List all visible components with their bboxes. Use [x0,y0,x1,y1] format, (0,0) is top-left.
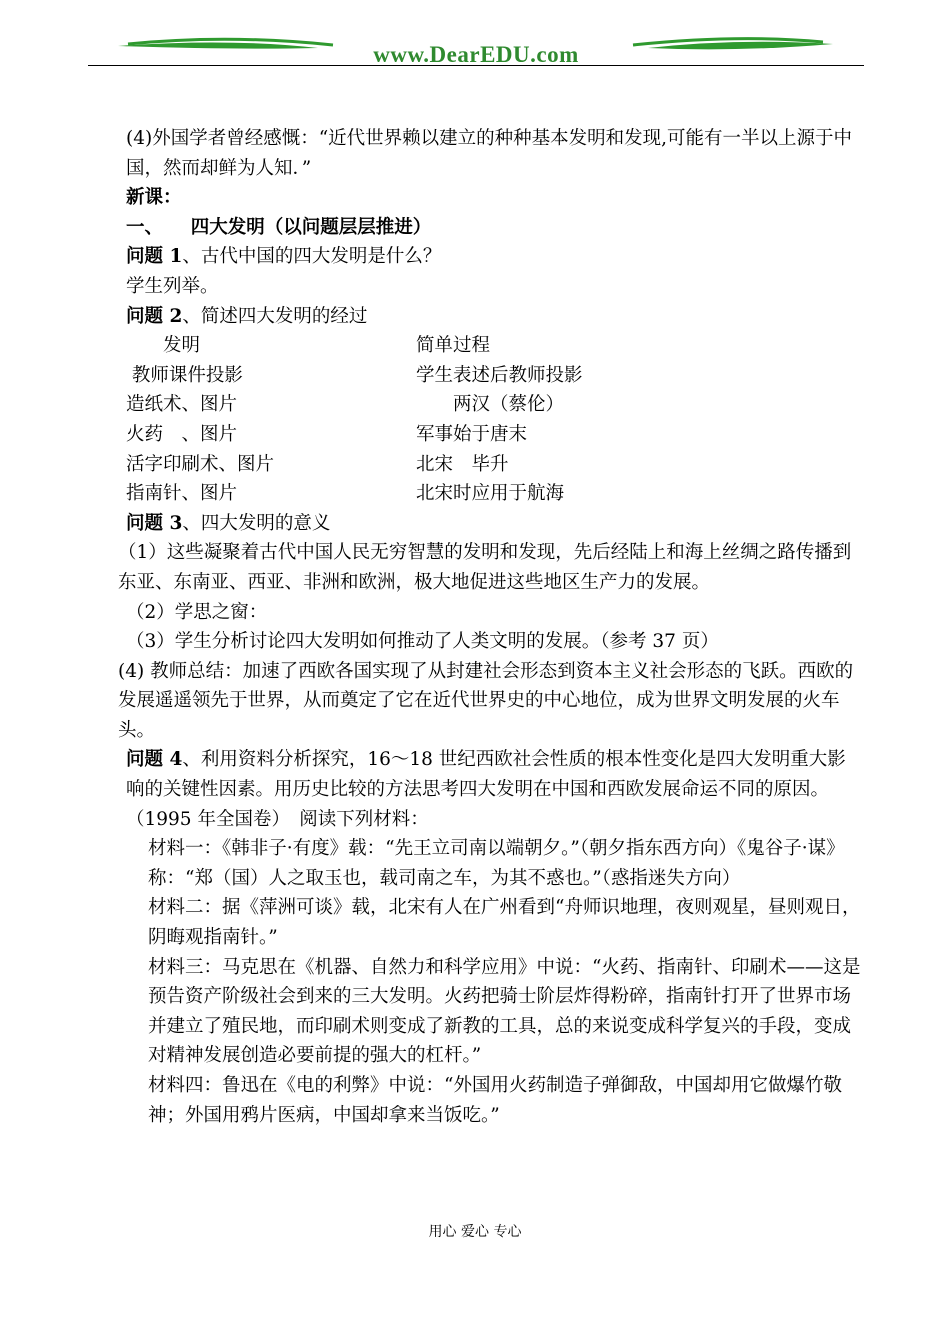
question-1-label: 问题 1 [126,246,183,268]
section-heading: 一、 四大发明（以问题层层推进） [126,216,432,238]
table-cell: 造纸术、图片 [126,394,238,416]
table-cell: 北宋 毕升 [416,453,509,475]
exam-source: （1995 年全国卷） 阅读下列材料： [126,808,429,830]
table-cell: 指南针、图片 [126,483,238,505]
question-4 [88,745,864,804]
question-3-label: 问题 3 [126,512,183,534]
table-header-row [88,331,864,361]
paragraph-significance-3: （3）学生分析讨论四大发明如何推动了人类文明的发展。（参考 37 页） [126,631,719,653]
material-3: 材料三：马克思在《机器、自然力和科学应用》中说：“火药、指南针、印刷术——这是预告资产阶级社会到来的三大发明。火药把骑士阶层炸得粉碎，指南针打开了世界市场并建立了殖民地，而印刷术则变成了新教的工具，总的来说变成科学复兴的手段，变成对精神发展创造必要前提的强大的杠杆。” [148,956,861,1067]
table-cell: 学生表述后教师投影 [416,364,583,386]
question-3 [88,509,864,539]
question-2-label: 问题 2 [126,305,183,327]
table-row [88,450,864,480]
site-header [88,30,864,70]
question-4-text: 、利用资料分析探究，16～18 世纪西欧社会性质的根本性变化是四大发明重大影响的关键性因素。用历史比较的方法思考四大发明在中国和西欧发展命运不同的原因。 [126,749,846,801]
table-head-invention: 发明 [126,335,201,357]
table-cell: 两汉（蔡伦） [416,394,565,416]
material-1: 材料一：《韩非子·有度》载：“先王立司南以端朝夕。”（朝夕指东西方向）《鬼谷子·谋》称：“郑（国）人之取玉也，载司南之车，为其不惑也。”（惑指迷失方向） [148,838,845,889]
table-row [88,479,864,509]
page-footer: 用心 爱心 专心 [428,1224,522,1240]
table-cell: 教师课件投影 [126,364,243,386]
question-3-text: 、四大发明的意义 [182,512,331,534]
question-1 [88,242,864,272]
question-2 [88,302,864,332]
question-4-label: 问题 4 [126,749,183,771]
table-row [88,390,864,420]
table-cell: 火药 、图片 [126,423,238,445]
material-4: 材料四：鲁迅在《电的利弊》中说：“外国用火药制造子弹御敌，中国却用它做爆竹敬神；外国用鸦片医病，中国却拿来当饭吃。” [148,1075,842,1126]
table-cell: 北宋时应用于航海 [416,483,565,505]
table-head-process: 简单过程 [416,335,491,357]
material-2: 材料二：据《萍洲可谈》载，北宋有人在广州看到“舟师识地理，夜则观星，昼则观日，阴晦观指南针。” [148,897,861,949]
paragraph-intro-4: (4)外国学者曾经感慨：“近代世界赖以建立的种种基本发明和发现,可能有一半以上源于中国，然而却鲜为人知．” [126,128,853,179]
question-1-answer: 学生列举。 [126,275,219,297]
table-row [88,420,864,450]
document-body [88,124,864,1130]
new-lesson-heading: 新课： [126,187,182,209]
paragraph-significance-4: (4) 教师总结：加速了西欧各国实现了从封建社会形态到资本主义社会形态的飞跃。西欧的发展遥遥领先于世界，从而奠定了它在近代世界史的中心地位，成为世界文明发展的火车头。 [118,660,854,741]
question-1-text: 、古代中国的四大发明是什么？ [182,246,442,268]
header-rule [88,65,864,66]
table-row [88,361,864,391]
question-2-text: 、简述四大发明的经过 [182,305,368,327]
paragraph-significance-1: （1）这些凝聚着古代中国人民无穷智慧的发明和发现，先后经陆上和海上丝绸之路传播到东亚、东南亚、西亚、非洲和欧洲，极大地促进这些地区生产力的发展。 [118,542,852,593]
table-cell: 军事始于唐末 [416,423,528,445]
table-cell: 活字印刷术、图片 [126,453,275,475]
site-brand: www.DearEDU.com [373,42,579,67]
paragraph-significance-2: （2）学思之窗： [126,601,268,623]
